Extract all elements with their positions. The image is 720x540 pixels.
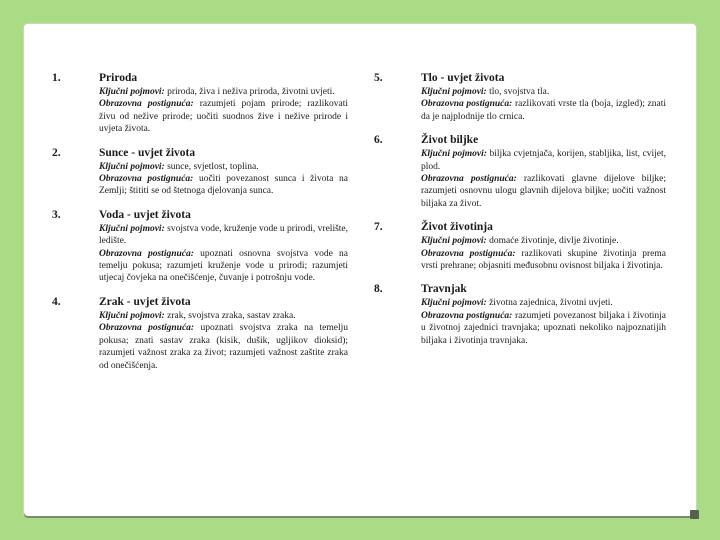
learning-outcomes-text: razlikovati vrste tla (boja, izgled); znati da je najplodnije tlo crnica. [421,99,666,122]
learning-outcomes [99,248,348,285]
learning-outcomes-text: razumjeti povezanost biljaka i životinja u životnoj zajednici travnjaka; upoznati nekoliko najpoznatijih biljaka i životinja travnjaka. [421,310,666,346]
key-concepts-text: domaće životinje, divlje životinje. [489,236,619,247]
learning-outcomes [421,98,666,123]
key-concepts [99,223,348,248]
key-concepts-text: svojstva vode, kruženje vode u prirodi, vrelište, ledište. [99,223,349,247]
topic-number: 3. [52,208,61,221]
learning-outcomes-label: Obrazovna postignuća: [99,323,195,334]
key-concepts [421,235,666,247]
topic-number: 5. [374,72,383,84]
topic-item [374,283,666,347]
key-concepts-text: tlo, svojstva tla. [489,87,550,97]
key-concepts-label: Ključni pojmovi: [99,87,165,97]
topic-item [52,72,348,136]
topic-number: 2. [52,146,61,159]
topic-title: Zrak - uvjet života [99,295,191,308]
topic-title: Priroda [99,72,138,84]
key-concepts-label: Ključni pojmovi: [421,236,487,247]
learning-outcomes-text: uočiti povezanost sunca i života na Zemlji; štititi se od štetnoga djelovanja sunca. [99,174,348,197]
topic-title: Sunce - uvjet života [99,146,196,159]
key-concepts [421,297,666,309]
key-concepts-label: Ključni pojmovi: [421,149,487,160]
key-concepts-text: priroda, živa i neživa priroda, životni uvjeti. [167,87,335,97]
key-concepts [99,86,348,98]
key-concepts-text: zrak, svojstva zraka, sastav zraka. [167,310,296,321]
learning-outcomes [99,98,348,135]
learning-outcomes-text: razlikovati glavne dijelove biljke; razumjeti osnovnu ulogu glavnih dijelova biljke; uočiti važnost biljaka za život. [421,174,667,209]
learning-outcomes-label: Obrazovna postignuća: [421,99,513,110]
key-concepts [421,148,666,173]
left-column [52,72,348,383]
learning-outcomes-text: upoznati osnovna svojstva vode na temelju pokusa; razumjeti kruženje vode u prirodi; razumjeti utjecaj čovjeka na onečišćenje, čuvanje i potrošnju vode. [99,248,348,284]
learning-outcomes [421,310,666,347]
learning-outcomes [421,248,666,273]
key-concepts [99,310,348,322]
topic-title: Voda - uvjet života [99,208,191,221]
key-concepts-text: životna zajednica, životni uvjeti. [489,298,613,309]
slide-corner-marker [690,510,699,519]
key-concepts-label: Ključni pojmovi: [99,310,165,321]
topic-item [374,72,666,123]
topic-item [374,221,666,272]
learning-outcomes [99,173,348,198]
learning-outcomes-label: Obrazovna postignuća: [421,248,516,259]
learning-outcomes-text: razlikovati skupine životinja prema vrsti prehrane; objasniti međusobnu ovisnost biljaka i životinja. [421,248,667,272]
learning-outcomes [421,173,666,210]
learning-outcomes-label: Obrazovna postignuća: [421,310,513,321]
key-concepts-label: Ključni pojmovi: [99,161,165,172]
topic-title: Travnjak [421,283,467,296]
topic-item [52,209,348,285]
topic-title: Tlo - uvjet života [421,72,505,84]
learning-outcomes-label: Obrazovna postignuća: [99,248,194,259]
learning-outcomes-text: razumjeti pojam prirode; razlikovati živu od nežive prirode; uočiti suodnos žive i nežive prirode i uvjeta života. [99,99,348,135]
document-slide [24,24,696,516]
key-concepts-text: sunce, svjetlost, toplina. [167,161,259,172]
topic-item [52,296,348,372]
topic-title: Život biljke [421,134,479,147]
key-concepts-label: Ključni pojmovi: [99,223,165,234]
key-concepts [99,161,348,173]
topic-number: 1. [52,72,61,84]
learning-outcomes [99,322,348,372]
topic-number: 4. [52,295,61,308]
topic-number: 8. [374,283,383,296]
right-column [374,72,666,358]
learning-outcomes-label: Obrazovna postignuća: [421,174,517,185]
topic-number: 6. [374,134,383,147]
learning-outcomes-label: Obrazovna postignuća: [99,174,194,185]
key-concepts-label: Ključni pojmovi: [421,298,487,309]
key-concepts [421,86,666,98]
key-concepts-text: biljka cvjetnjača, korijen, stabljika, list, cvijet, plod. [421,149,666,172]
topic-title: Život životinja [421,221,493,234]
topic-item [374,134,666,210]
learning-outcomes-label: Obrazovna postignuća: [99,99,194,110]
key-concepts-label: Ključni pojmovi: [421,87,487,97]
topic-number: 7. [374,221,383,234]
learning-outcomes-text: upoznati svojstva zraka na temelju pokusa; znati sastav zraka (kisik, dušik, ugljikov dioksid); razumjeti važnost zraka za život; razumjeti važnost zaštite zraka od onečišćenja. [99,323,348,371]
topic-item [52,147,348,198]
